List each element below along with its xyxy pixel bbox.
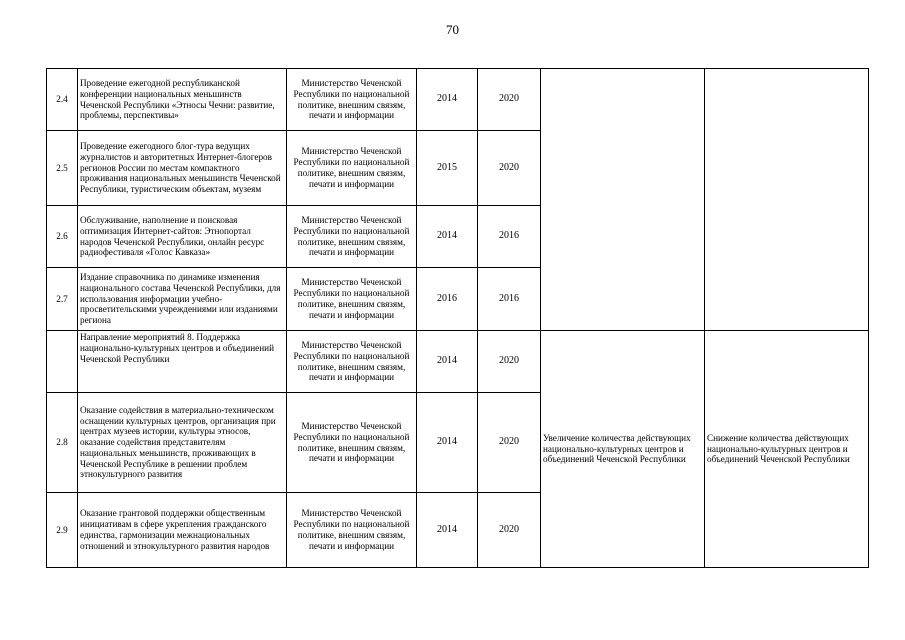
end-year-cell: 2016 <box>478 268 541 331</box>
activity-cell: Оказание грантовой поддержки общественным инициативам в сфере укрепления гражданского единства, гармонизации межнациональных отношений и этнокультурного развития народов <box>78 493 287 568</box>
start-year-cell: 2014 <box>417 493 478 568</box>
executor-cell: Министерство Чеченской Республики по национальной политике, внешним связям, печати и информации <box>287 393 417 493</box>
row-number: 2.7 <box>47 268 78 331</box>
activity-cell: Направление мероприятий 8. Поддержка национально-культурных центров и объединений Чеченской Республики <box>78 331 287 393</box>
activity-cell: Оказание содействия в материально-техническом оснащении культурных центров, организация при центрах музеев истории, культуры этносов, оказание содействия представителям национальных меньшинств, проживающих в Чеченской Республике в решении проблем этнокультурного развития <box>78 393 287 493</box>
executor-cell: Министерство Чеченской Республики по национальной политике, внешним связям, печати и информации <box>287 493 417 568</box>
row-number: 2.9 <box>47 493 78 568</box>
end-year-cell: 2016 <box>478 206 541 268</box>
page-number: 70 <box>446 22 459 37</box>
table-row <box>47 69 869 131</box>
start-year-cell: 2014 <box>417 393 478 493</box>
end-year-cell: 2020 <box>478 69 541 131</box>
row-number: 2.6 <box>47 206 78 268</box>
row-number: 2.8 <box>47 393 78 493</box>
start-year-cell: 2014 <box>417 69 478 131</box>
activity-cell: Проведение ежегодного блог-тура ведущих журналистов и авторитетных Интернет-блогеров регионов России по местам компактного проживания национальных меньшинств Чеченской Республики, туристическим объектам, музеям <box>78 131 287 206</box>
start-year-cell: 2014 <box>417 206 478 268</box>
executor-cell: Министерство Чеченской Республики по национальной политике, внешним связям, печати и информации <box>287 131 417 206</box>
executor-cell: Министерство Чеченской Республики по национальной политике, внешним связям, печати и информации <box>287 268 417 331</box>
executor-cell: Министерство Чеченской Республики по национальной политике, внешним связям, печати и информации <box>287 206 417 268</box>
row-number: 2.4 <box>47 69 78 131</box>
indicator-cell: Снижение количества действующих национально-культурных центров и объединений Чеченской Республики <box>705 331 869 568</box>
end-year-cell: 2020 <box>478 331 541 393</box>
start-year-cell: 2014 <box>417 331 478 393</box>
program-activities-table <box>46 68 869 568</box>
activity-cell: Проведение ежегодной республиканской конференции национальных меньшинств Чеченской Республики «Этносы Чечни: развитие, проблемы, перспективы» <box>78 69 287 131</box>
expected-result-cell-empty <box>541 69 705 331</box>
activity-cell: Издание справочника по динамике изменения национального состава Чеченской Республики, для использования информации учебно-просветительскими учреждениями или изданиями региона <box>78 268 287 331</box>
row-number <box>47 331 78 393</box>
start-year-cell: 2015 <box>417 131 478 206</box>
end-year-cell: 2020 <box>478 393 541 493</box>
start-year-cell: 2016 <box>417 268 478 331</box>
indicator-cell-empty <box>705 69 869 331</box>
executor-cell: Министерство Чеченской Республики по национальной политике, внешним связям, печати и информации <box>287 69 417 131</box>
expected-result-cell: Увеличение количества действующих национально-культурных центров и объединений Чеченской Республики <box>541 331 705 568</box>
end-year-cell: 2020 <box>478 493 541 568</box>
table-row <box>47 331 869 393</box>
end-year-cell: 2020 <box>478 131 541 206</box>
executor-cell: Министерство Чеченской Республики по национальной политике, внешним связям, печати и информации <box>287 331 417 393</box>
row-number: 2.5 <box>47 131 78 206</box>
activity-cell: Обслуживание, наполнение и поисковая оптимизация Интернет-сайтов: Этнопортал народов Чеченской Республики, онлайн ресурс радиофестиваля «Голос Кавказа» <box>78 206 287 268</box>
